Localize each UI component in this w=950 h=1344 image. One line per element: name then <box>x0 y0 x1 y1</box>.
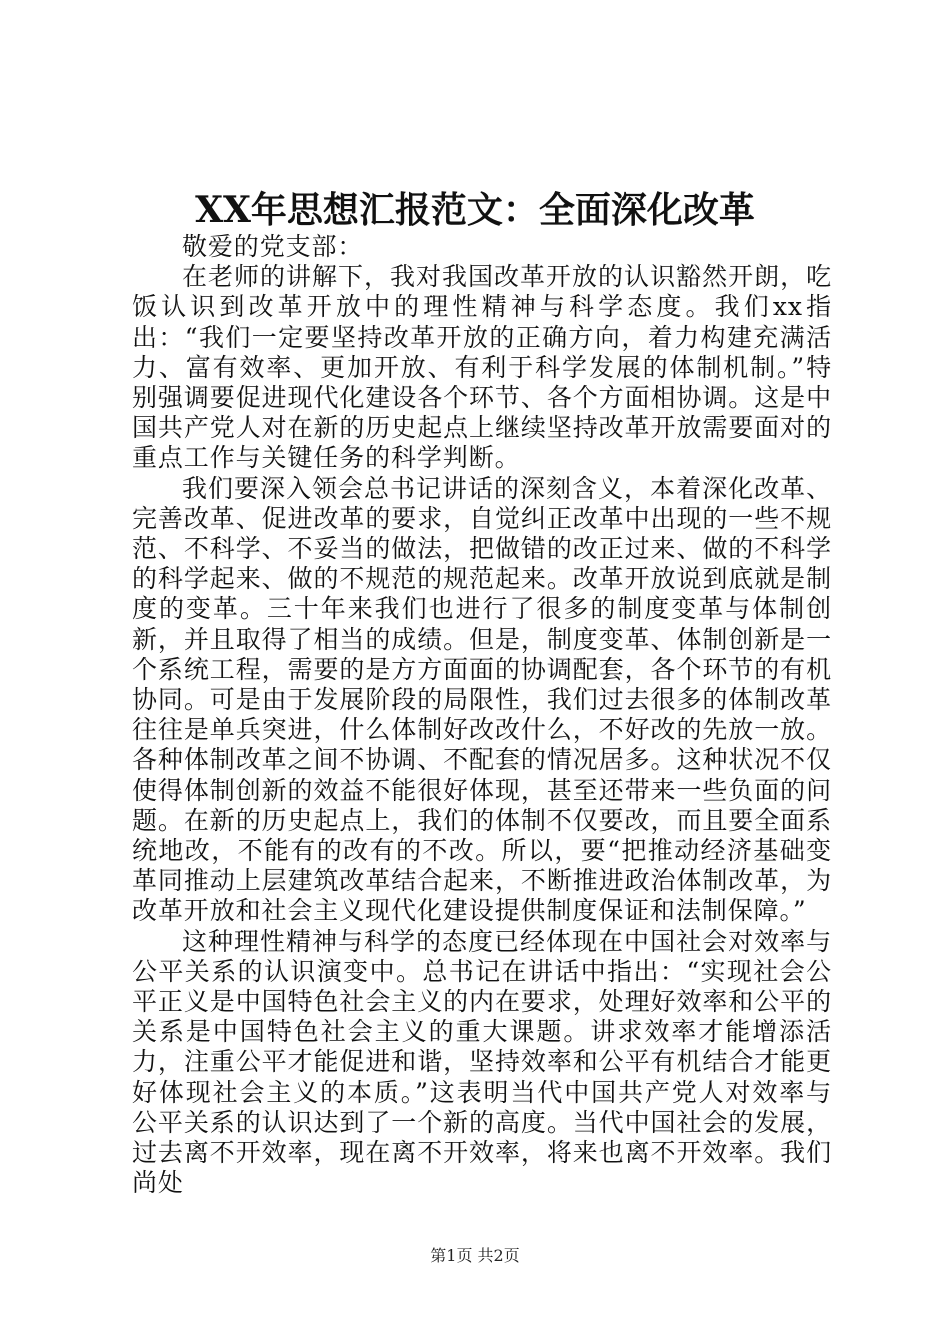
paragraph-2: 我们要深入领会总书记讲话的深刻含义，本着深化改革、完善改革、促进改革的要求，自觉纠正改革中出现的一些不规范、不科学、不妥当的做法，把做错的改正过来、做的不科学的科学起来、做的不规范的规范起来。改革开放说到底就是制度的变革。三十年来我们也进行了很多的制度变革与体制创新，并且取得了相当的成绩。但是，制度变革、体制创新是一个系统工程，需要的是方方面面的协调配套，各个环节的有机协同。可是由于发展阶段的局限性，我们过去很多的体制改革往往是单兵突进，什么体制好改改什么，不好改的先放一放。各种体制改革之间不协调、不配套的情况居多。这种状况不仅使得体制创新的效益不能很好体现，甚至还带来一些负面的问题。在新的历史起点上，我们的体制不仅要改，而且要全面系统地改，不能有的改有的不改。所以，要“把推动经济基础变革同推动上层建筑改革结合起来，不断推进政治体制改革，为改革开放和社会主义现代化建设提供制度保证和法制保障。” <box>132 473 832 926</box>
paragraph-3: 这种理性精神与科学的态度已经体现在中国社会对效率与公平关系的认识演变中。总书记在讲话中指出：“实现社会公平正义是中国特色社会主义的内在要求，处理好效率和公平的关系是中国特色社会主义的重大课题。讲求效率才能增添活力，注重公平才能促进和谐，坚持效率和公平有机结合才能更好体现社会主义的本质。”这表明当代中国共产党人对效率与公平关系的认识达到了一个新的高度。当代中国社会的发展，过去离不开效率，现在离不开效率，将来也离不开效率。我们尚处 <box>132 926 832 1198</box>
salutation: 敬爱的党支部： <box>182 232 364 261</box>
paragraph-1: 在老师的讲解下，我对我国改革开放的认识豁然开朗，吃饭认识到改革开放中的理性精神与科学态度。我们xx指出：“我们一定要坚持改革开放的正确方向，着力构建充满活力、富有效率、更加开放、有利于科学发展的体制机制。”特别强调要促进现代化建设各个环节、各个方面相协调。这是中国共产党人对在新的历史起点上继续坚持改革开放需要面对的重点工作与关键任务的科学判断。 <box>132 262 832 473</box>
page-footer: 第1页 共2页 <box>430 1246 520 1265</box>
document-title: XX年思想汇报范文：全面深化改革 <box>195 189 755 231</box>
document-body <box>132 232 832 1199</box>
